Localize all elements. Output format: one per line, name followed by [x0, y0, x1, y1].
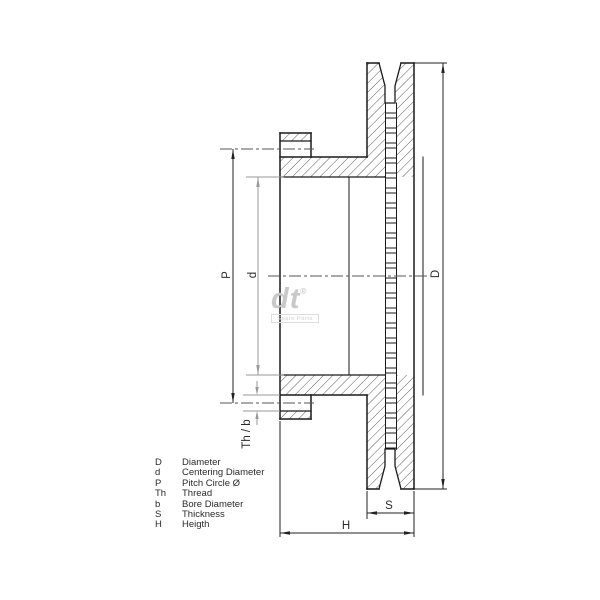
legend-label: Centering Diameter — [182, 467, 265, 479]
arrowhead — [280, 531, 290, 534]
legend-label: Heigth — [182, 519, 210, 531]
dimension-label-Th-b: Th / b — [241, 419, 253, 449]
flange-upper-band — [280, 133, 311, 141]
arrowhead — [404, 531, 414, 534]
arrowhead — [231, 393, 234, 403]
dimension-label-P: P — [221, 271, 233, 279]
dt-logo — [271, 279, 341, 315]
arrowhead — [441, 63, 444, 73]
dt-watermark — [271, 279, 341, 323]
legend-key: Th — [155, 488, 167, 500]
arrowhead — [255, 411, 258, 419]
dt-logo-subtitle: Spare Parts — [271, 314, 319, 323]
legend-row-H — [155, 520, 264, 530]
legend-label: Pitch Circle Ø — [182, 477, 241, 489]
dimension-pitch-circle — [221, 149, 235, 403]
dimension-thread-bore — [241, 381, 280, 449]
dimension-label-H: H — [341, 520, 351, 532]
arrowhead — [404, 511, 414, 514]
legend-row-S — [155, 510, 264, 520]
legend-label: Thread — [182, 488, 213, 500]
arrowhead — [255, 387, 258, 395]
hat-wall-upper-section — [280, 157, 367, 177]
dimension-label-d: d — [247, 271, 259, 279]
arrowhead — [367, 511, 377, 514]
dimension-legend — [155, 458, 264, 531]
legend-key: d — [155, 467, 161, 479]
arrowhead — [441, 479, 444, 489]
legend-key: P — [155, 477, 162, 489]
legend-label: Diameter — [182, 457, 221, 468]
dimension-label-D: D — [430, 269, 442, 279]
hat-wall-lower-section — [280, 375, 367, 395]
legend-key: D — [155, 457, 162, 468]
legend-key: S — [155, 509, 162, 521]
legend-label: Bore Diameter — [182, 498, 244, 510]
legend-key: H — [155, 519, 162, 531]
arrowhead — [231, 149, 234, 159]
dt-logo-text: dt — [271, 283, 301, 315]
flange-lower-band — [280, 411, 311, 419]
dimension-label-S: S — [385, 500, 393, 512]
legend-key: b — [155, 498, 161, 510]
arrowhead — [256, 365, 259, 375]
dimension-thickness — [367, 491, 414, 537]
legend-label: Thickness — [182, 509, 225, 521]
arrowhead — [256, 177, 259, 187]
registered-trademark-symbol: ® — [300, 287, 307, 296]
